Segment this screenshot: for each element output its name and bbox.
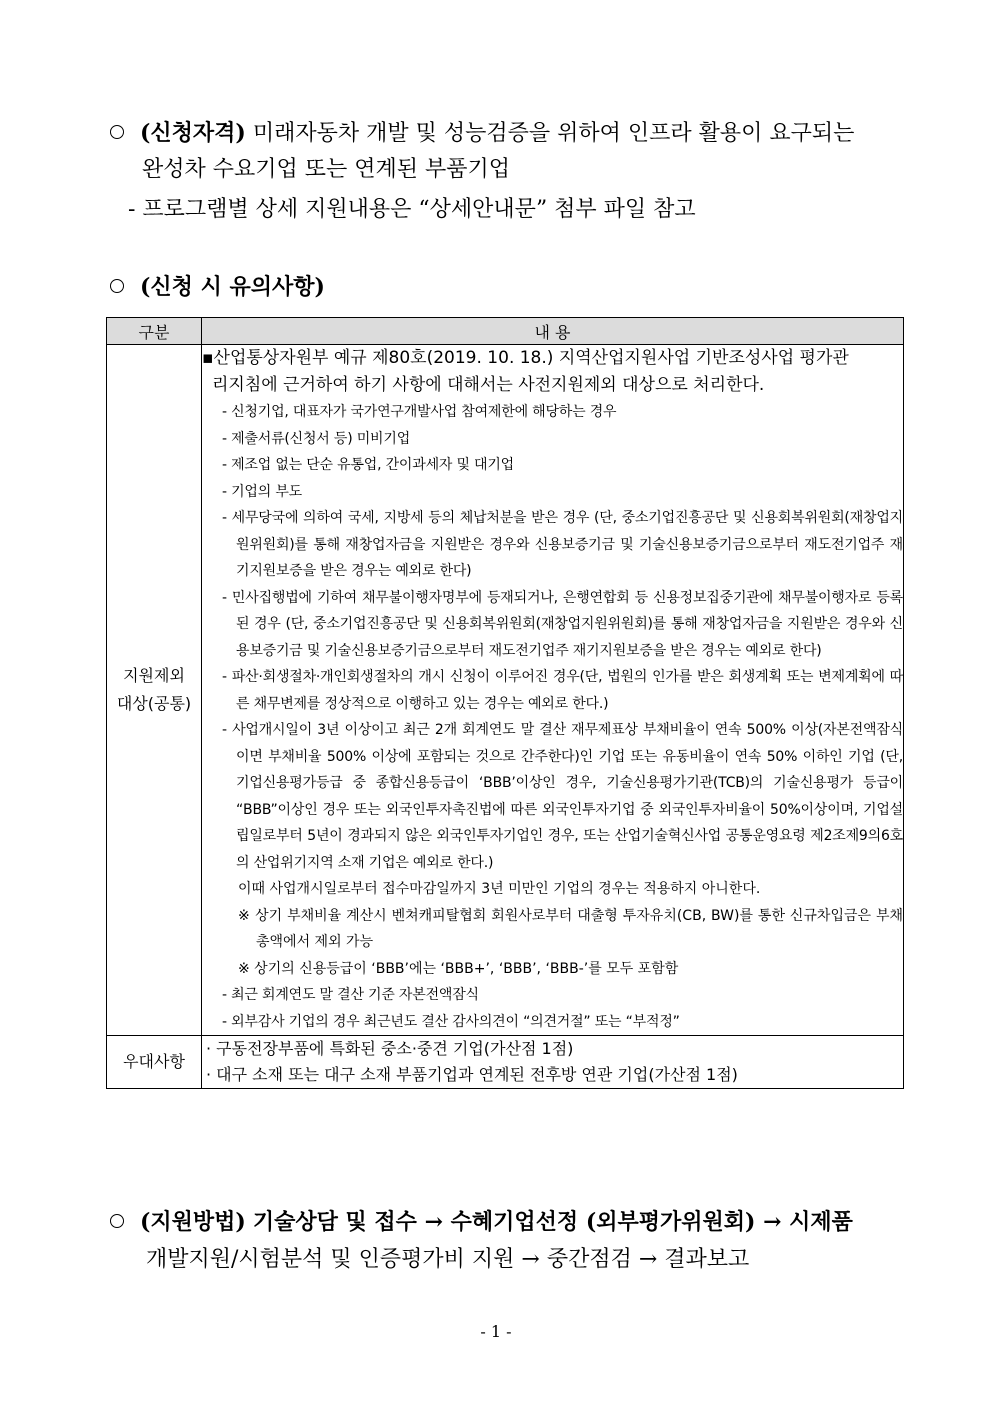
header-category: 구분 [107,318,202,345]
method-line-2: 개발지원/시험분석 및 인증평가비 지원 → 중간점검 → 결과보고 [146,1247,750,1272]
list-item: - 제출서류(신청서 등) 미비기업 [222,430,411,447]
list-item: - 외부감사 기업의 경우 최근년도 결산 감사의견이 “의견거절” 또는 “부적정” [222,1013,680,1030]
eligibility-label: (신청자격) [140,120,246,146]
exclusion-note: 이때 사업개시일로부터 접수마감일까지 3년 미만인 기업의 경우는 적용하지 아니한다. [238,881,761,897]
reference-note: ※ 상기의 신용등급이 ‘BBB’에는 ‘BBB+’, ‘BBB’, ‘BBB-’를 모두 포함함 [238,960,679,977]
method-label: (지원방법) [140,1209,246,1235]
list-item: - 민사집행법에 기하여 채무불이행자명부에 등재되거나, 은행연합회 등 신용정보집중기관에 채무불이행자로 등록된 경우 (단, 중소기업진흥공단 및 신용회복위원회(재창업지원위원회)를 통해 재창업자금을 지원받은 경우와 신용보증기금 및 기술신용보증기금으로부터 재도전기업주 재기지원보증을 받은 경우는 예외로 한다) [222,589,903,659]
cautions-table [106,317,904,1089]
header-content: 내 용 [202,318,904,345]
list-item: - 최근 회계연도 말 결산 기준 자본전액잠식 [222,987,479,1003]
table-row-preference [107,1036,904,1089]
circle-bullet-icon [110,279,124,293]
table-row-exclusion [107,345,904,1036]
method-line-1 [110,1207,853,1238]
eligibility-line-1 [110,118,854,149]
list-item: - 사업개시일이 3년 이상이고 최근 2개 회계연도 말 결산 재무제표상 부채비율이 연속 500% 이상(자본전액잠식이면 부채비율 500% 이상에 포함되는 것으로 간주한다)인 기업 또는 유동비율이 연속 50% 이하인 기업 (단, 기업신용평가등급 중 종합신용등급이 ‘BBB’이상인 경우, 기술신용평가기관(TCB)의 기술신용평가 등급이 “BBB”이상인 경우 또는 외국인투자촉진법에 따른 외국인투자기업 중 외국인투자비율이 50%이상이며, 기업설립일로부터 5년이 경과되지 않은 외국인투자기업인 경우, 또는 산업기술혁신사업 공통운영요령 제2조제9의6호의 산업위기지역 소재 기업은 예외로 한다.) [222,722,903,871]
exclusion-category-line-1: 지원제외 [123,666,185,685]
list-item: - 기업의 부도 [222,483,302,500]
cautions-title: (신청 시 유의사항) [140,274,325,300]
circle-bullet-icon [110,125,124,139]
list-item: - 신청기업, 대표자가 국가연구개발사업 참여제한에 해당하는 경우 [222,404,617,420]
eligibility-text-1: 미래자동차 개발 및 성능검증을 위하여 인프라 활용이 요구되는 [252,121,855,146]
page-number: - 1 - [480,1322,512,1341]
exclusion-intro [202,345,903,399]
exclusion-intro-line-2: 리지침에 근거하여 하기 사항에 대해서는 사전지원제외 대상으로 처리한다. [212,375,765,395]
preference-category: 우대사항 [107,1036,202,1089]
exclusion-category-line-2: 대상(공통) [116,694,192,713]
preference-item: · 대구 소재 또는 대구 소재 부품기업과 연계된 전후방 연관 기업(가산점 1점) [206,1065,738,1084]
cautions-heading [110,272,325,302]
table-header-row [107,318,904,345]
exclusion-content [202,345,904,1036]
eligibility-line-2: 완성차 수요기업 또는 연계된 부품기업 [142,157,511,182]
preference-item: · 구동전장부품에 특화된 중소·중견 기업(가산점 1점) [206,1039,574,1058]
preference-content [202,1036,904,1089]
eligibility-sub: - 프로그램별 상세 지원내용은 “상세안내문” 첨부 파일 참고 [128,197,696,222]
list-item: - 파산·회생절차·개인회생절차의 개시 신청이 이루어진 경우(단, 법원의 인가를 받은 회생계획 또는 변제계획에 따른 채무변제를 정상적으로 이행하고 있는 경우는 예외로 한다.) [222,669,903,712]
method-text-1: 기술상담 및 접수 → 수혜기업선정 (외부평가위원회) → 시제품 [252,1209,853,1235]
list-item: - 세무당국에 의하여 국세, 지방세 등의 체납처분을 받은 경우 (단, 중소기업진흥공단 및 신용회복위원회(재창업지원위원회)를 통해 재창업자금을 지원받은 경우와 신용보증기금 및 기술신용보증기금으로부터 재도전기업주 재기지원보증을 받은 경우는 예외로 한다) [222,510,903,579]
circle-bullet-icon [110,1214,124,1228]
reference-note: ※ 상기 부채비율 계산시 벤쳐캐피탈협회 회원사로부터 대출형 투자유치(CB, BW)를 통한 신규차입금은 부채총액에서 제외 가능 [238,907,903,950]
exclusion-category [107,345,202,1036]
exclusion-intro-line-1: ▪산업통상자원부 예규 제80호(2019. 10. 18.) 지역산업지원사업 기반조성사업 평가관 [202,348,849,368]
list-item: - 제조업 없는 단순 유통업, 간이과세자 및 대기업 [222,457,515,473]
